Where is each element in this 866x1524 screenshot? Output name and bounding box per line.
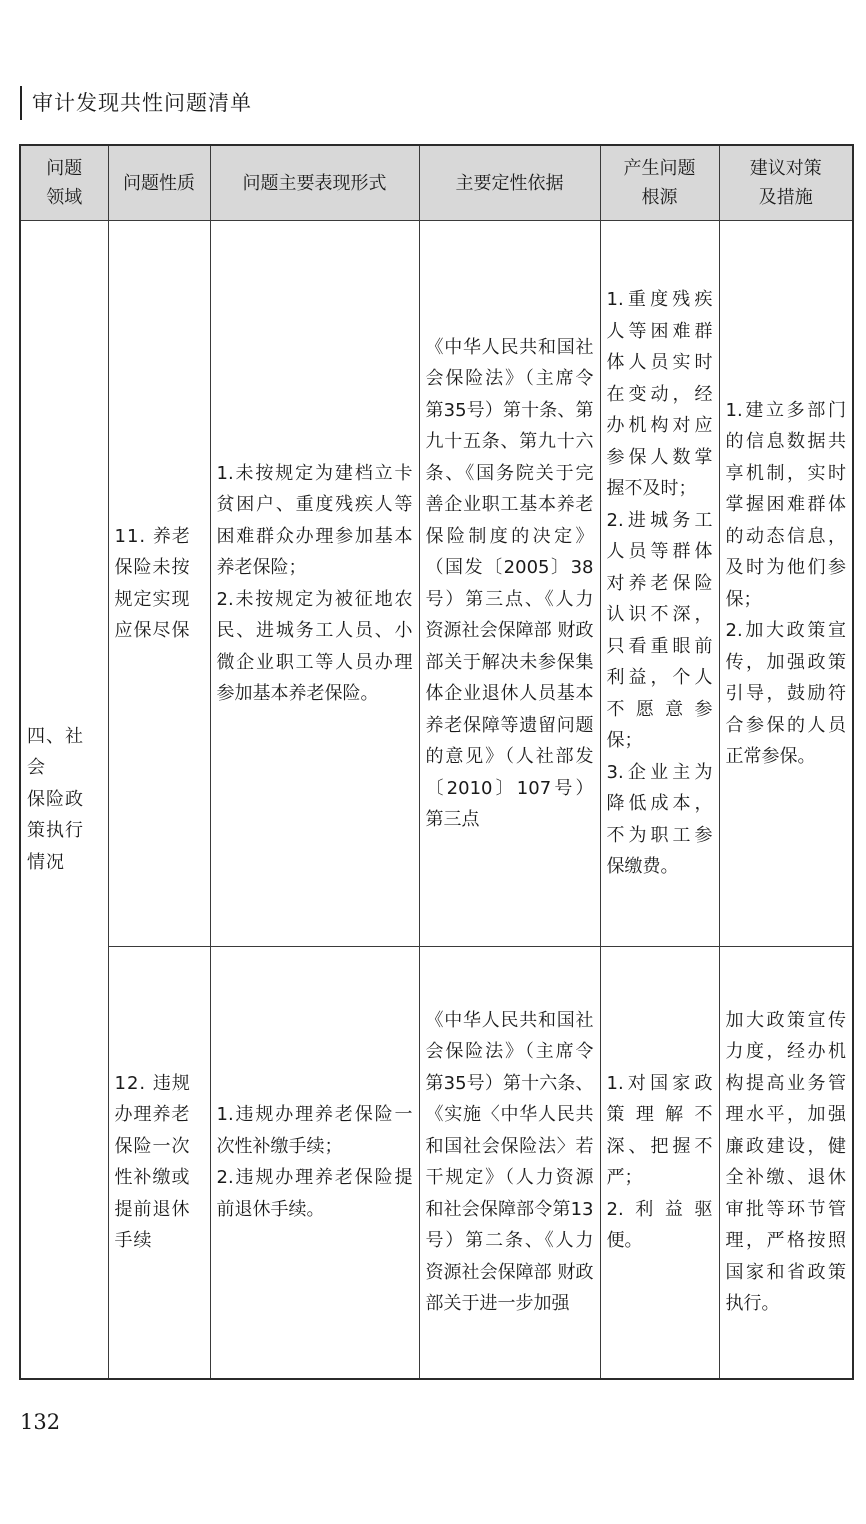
column-header-basis: 主要定性依据 — [419, 145, 600, 221]
issue-root-cause-cell: 1.对国家政策理解不深、把握不严； 2.利益驱便。 — [600, 947, 719, 1379]
table-row — [20, 947, 853, 1379]
column-header-advice: 建议对策 及措施 — [719, 145, 853, 221]
issue-forms-cell: 1.未按规定为建档立卡贫困户、重度残疾人等困难群众办理参加基本养老保险； 2.未按规定为被征地农民、进城务工人员、小微企业职工等人员办理参加基本养老保险。 — [210, 221, 419, 947]
column-header-nature: 问题性质 — [108, 145, 210, 221]
issue-basis-cell: 《中华人民共和国社会保险法》（主席令第35号）第十六条、《实施〈中华人民共和国社会保险法〉若干规定》（人力资源和社会保障部令第13号）第二条、《人力资源社会保障部 财政部关于进一步加强 — [419, 947, 600, 1379]
issue-advice-cell: 1.建立多部门的信息数据共享机制，实时掌握困难群体的动态信息，及时为他们参保； 2.加大政策宣传，加强政策引导，鼓励符合参保的人员正常参保。 — [719, 221, 853, 947]
issue-root-cause-cell: 1.重度残疾人等困难群体人员实时在变动，经办机构对应参保人数掌握不及时； 2.进城务工人员等群体对养老保险认识不深，只看重眼前利益，个人不愿意参保； 3.企业主为降低成本，不为职工参保缴费。 — [600, 221, 719, 947]
issue-forms-cell: 1.违规办理养老保险一次性补缴手续； 2.违规办理养老保险提前退休手续。 — [210, 947, 419, 1379]
issue-basis-cell: 《中华人民共和国社会保险法》（主席令第35号）第十条、第九十五条、第九十六条、《国务院关于完善企业职工基本养老保险制度的决定》（国发〔2005〕38号）第三点、《人力资源社会保障部 财政部关于解决未参保集体企业退休人员基本养老保障等遗留问题的意见》（人社部发〔2010〕107号）第三点 — [419, 221, 600, 947]
page-header-title: 审计发现共性问题清单 — [20, 86, 252, 120]
issue-area-cell: 四、社会 保险政 策执行 情况 — [20, 221, 108, 1379]
table-header-row — [20, 145, 853, 221]
column-header-root-cause: 产生问题 根源 — [600, 145, 719, 221]
column-header-area: 问题 领域 — [20, 145, 108, 221]
issue-advice-cell: 加大政策宣传力度，经办机构提高业务管理水平，加强廉政建设，健全补缴、退休审批等环节管理，严格按照国家和省政策执行。 — [719, 947, 853, 1379]
table-row — [20, 221, 853, 947]
page-number: 132 — [20, 1410, 61, 1434]
issue-nature-cell: 12. 违规 办理养老 保险一次 性补缴或 提前退休 手续 — [108, 947, 210, 1379]
column-header-forms: 问题主要表现形式 — [210, 145, 419, 221]
issue-nature-cell: 11. 养老 保险未按 规定实现 应保尽保 — [108, 221, 210, 947]
audit-issues-table — [19, 144, 854, 1380]
